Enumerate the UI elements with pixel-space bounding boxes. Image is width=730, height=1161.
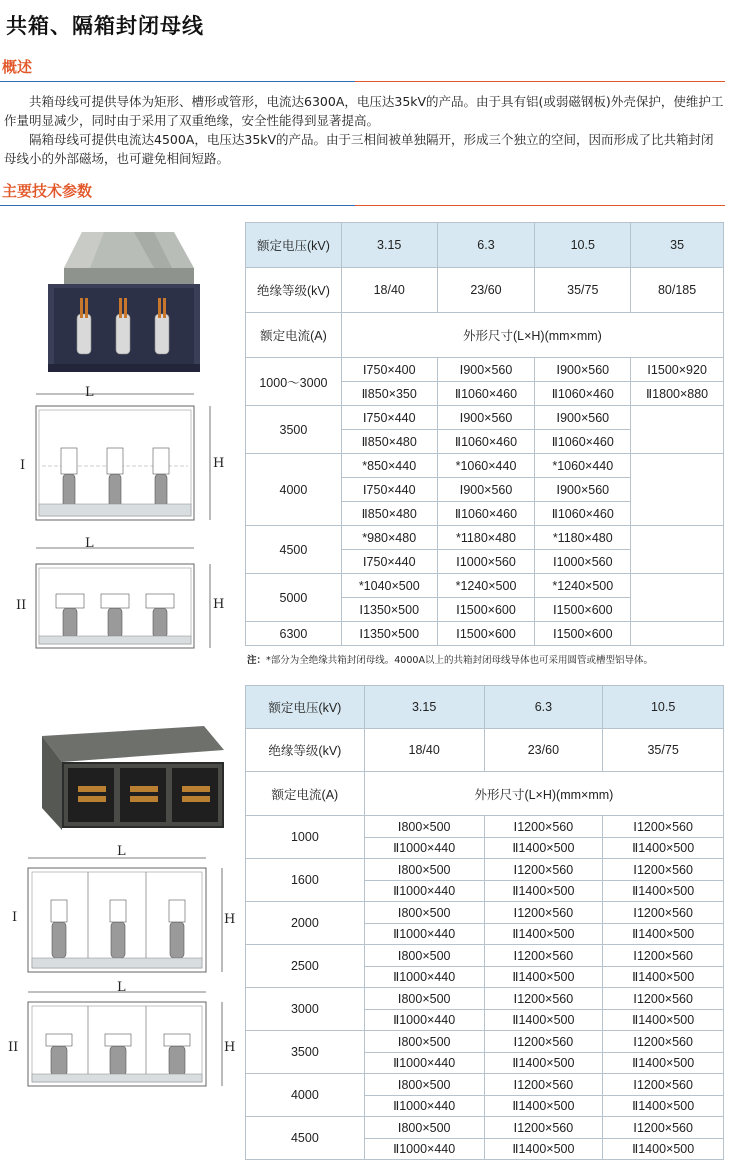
- dimension-cell: Ⅰ1200×560: [603, 988, 724, 1010]
- table-row: [246, 859, 724, 881]
- isolated-enclosure-busbar-photo: [34, 720, 230, 832]
- voltage-header-label: 额定电压(kV): [246, 686, 365, 729]
- dimension-cell: Ⅰ800×500: [364, 816, 484, 838]
- dimension-cell: Ⅰ900×560: [535, 478, 631, 502]
- dimension-header-label: 外形尺寸(L×H)(mm×mm): [341, 313, 723, 358]
- dimension-l-label: L: [85, 385, 94, 400]
- isolated-type-i-diagram: [26, 846, 230, 976]
- dimension-cell: Ⅱ1400×500: [484, 1095, 603, 1117]
- dimension-cell: Ⅰ900×560: [535, 406, 631, 430]
- section-rule: [0, 81, 355, 82]
- dimension-cell: Ⅱ850×480: [341, 502, 437, 526]
- insulation-cell: 18/40: [364, 729, 484, 772]
- dimension-cell: Ⅱ1400×500: [603, 837, 724, 859]
- section-rule: [355, 81, 725, 82]
- dimension-cell: Ⅰ1200×560: [484, 988, 603, 1010]
- type-ii-label: II: [8, 1040, 19, 1055]
- dimension-cell: Ⅰ1350×500: [341, 622, 437, 646]
- dimension-cell-empty: [631, 574, 724, 622]
- page-title: 共箱、隔箱封闭母线: [6, 14, 204, 38]
- dimension-cell: *1060×440: [535, 454, 631, 478]
- table-row: [246, 526, 724, 550]
- header-row: [246, 223, 724, 268]
- dimension-cell: Ⅱ1400×500: [603, 966, 724, 988]
- section-rule: [355, 205, 725, 206]
- dimension-cell: Ⅱ1400×500: [484, 923, 603, 945]
- table-row: [246, 622, 724, 646]
- dimension-cell: Ⅱ1000×440: [364, 966, 484, 988]
- dimension-cell: Ⅰ1200×560: [603, 1117, 724, 1139]
- table-row: [246, 358, 724, 382]
- type-ii-label: II: [16, 598, 27, 613]
- dimension-cell: Ⅰ1200×560: [484, 1031, 603, 1053]
- dimension-cell: *1180×480: [437, 526, 535, 550]
- dimension-cell: Ⅰ800×500: [364, 1031, 484, 1053]
- table-row: [246, 945, 724, 967]
- insulation-cell: 23/60: [437, 268, 535, 313]
- dimension-h-label: H: [224, 1040, 236, 1055]
- table-row: [246, 454, 724, 478]
- dimension-cell: Ⅱ1400×500: [484, 837, 603, 859]
- current-header-label: 额定电流(A): [246, 772, 365, 816]
- dimension-cell: Ⅱ1400×500: [603, 880, 724, 902]
- dimension-cell: Ⅰ1200×560: [603, 859, 724, 881]
- dimension-header-row: [246, 772, 724, 816]
- dimension-cell: Ⅰ900×560: [437, 358, 535, 382]
- dimension-cell: Ⅰ900×560: [437, 406, 535, 430]
- table-row: [246, 1117, 724, 1139]
- voltage-cell: 6.3: [437, 223, 535, 268]
- table-row: [246, 1031, 724, 1053]
- rated-current-cell: 2000: [246, 902, 365, 945]
- dimension-cell: Ⅱ1400×500: [484, 1052, 603, 1074]
- dimension-cell: Ⅱ1400×500: [484, 966, 603, 988]
- dimension-cell: Ⅰ1500×600: [535, 598, 631, 622]
- dimension-cell: Ⅱ1060×460: [437, 382, 535, 406]
- dimension-cell-empty: [631, 622, 724, 646]
- insulation-cell: 23/60: [484, 729, 603, 772]
- insulation-label: 绝缘等级(kV): [246, 268, 342, 313]
- rated-current-cell: 3500: [246, 406, 342, 454]
- rated-current-cell: 1000～3000: [246, 358, 342, 406]
- dimension-cell: Ⅰ1200×560: [603, 1074, 724, 1096]
- dimension-cell: Ⅱ850×480: [341, 430, 437, 454]
- dimension-cell: Ⅱ1400×500: [603, 1095, 724, 1117]
- dimension-cell: *1240×500: [437, 574, 535, 598]
- dimension-cell: Ⅱ1800×880: [631, 382, 724, 406]
- dimension-cell: Ⅰ1200×560: [484, 1074, 603, 1096]
- dimension-cell: Ⅱ1000×440: [364, 1009, 484, 1031]
- current-header-label: 额定电流(A): [246, 313, 342, 358]
- type-i-cross-section-diagram: [34, 388, 230, 526]
- rated-current-cell: 6300: [246, 622, 342, 646]
- rated-current-cell: 4000: [246, 1074, 365, 1117]
- dimension-h-label: H: [224, 912, 236, 927]
- voltage-header-label: 额定电压(kV): [246, 223, 342, 268]
- dimension-cell: Ⅰ1200×560: [603, 945, 724, 967]
- isolated-enclosure-spec-table: [245, 685, 724, 1160]
- table-row: [246, 816, 724, 838]
- insulation-cell: 35/75: [603, 729, 724, 772]
- dimension-cell: Ⅱ1400×500: [603, 1138, 724, 1160]
- dimension-cell-empty: [631, 526, 724, 574]
- dimension-cell: Ⅱ850×350: [341, 382, 437, 406]
- header-row: [246, 686, 724, 729]
- dimension-cell: Ⅰ900×560: [535, 358, 631, 382]
- voltage-cell: 10.5: [535, 223, 631, 268]
- overview-paragraph: 隔箱母线可提供电流达4500A，电压达35kV的产品。由于三相间被单独隔开，形成三个独立的空间，因而形成了比共箱封闭母线小的外部磁场，也可避免相间短路。: [4, 132, 714, 166]
- dimension-cell-empty: [631, 406, 724, 454]
- common-enclosure-spec-table: [245, 222, 724, 646]
- dimension-header-label: 外形尺寸(L×H)(mm×mm): [364, 772, 723, 816]
- dimension-cell: *1040×500: [341, 574, 437, 598]
- voltage-cell: 3.15: [364, 686, 484, 729]
- table-row: [246, 406, 724, 430]
- dimension-cell: Ⅰ750×400: [341, 358, 437, 382]
- dimension-cell: Ⅱ1000×440: [364, 837, 484, 859]
- dimension-cell: Ⅰ800×500: [364, 902, 484, 924]
- voltage-cell: 6.3: [484, 686, 603, 729]
- dimension-cell: Ⅰ1200×560: [484, 902, 603, 924]
- section-overview-heading: 概述: [2, 58, 33, 76]
- dimension-cell: Ⅰ1200×560: [603, 902, 724, 924]
- dimension-cell: *1180×480: [535, 526, 631, 550]
- dimension-cell: Ⅱ1400×500: [484, 1009, 603, 1031]
- dimension-cell: Ⅱ1000×440: [364, 880, 484, 902]
- dimension-cell: Ⅱ1400×500: [603, 1009, 724, 1031]
- dimension-cell: Ⅰ1500×600: [437, 598, 535, 622]
- rated-current-cell: 3500: [246, 1031, 365, 1074]
- dimension-h-label: H: [213, 597, 225, 612]
- voltage-cell: 35: [631, 223, 724, 268]
- dimension-cell: Ⅰ900×560: [437, 478, 535, 502]
- overview-text: [4, 92, 726, 168]
- rated-current-cell: 1000: [246, 816, 365, 859]
- dimension-cell: Ⅰ750×440: [341, 550, 437, 574]
- dimension-cell: Ⅱ1060×460: [535, 430, 631, 454]
- dimension-cell: Ⅱ1000×440: [364, 923, 484, 945]
- rated-current-cell: 4500: [246, 526, 342, 574]
- dimension-cell: Ⅰ1200×560: [484, 1117, 603, 1139]
- dimension-cell: Ⅱ1060×460: [535, 382, 631, 406]
- dimension-cell: Ⅰ1200×560: [603, 1031, 724, 1053]
- dimension-cell: Ⅰ1000×560: [437, 550, 535, 574]
- dimension-cell: Ⅰ800×500: [364, 945, 484, 967]
- dimension-cell: Ⅱ1060×460: [437, 430, 535, 454]
- dimension-cell: Ⅰ800×500: [364, 1074, 484, 1096]
- type-i-label: I: [12, 910, 18, 925]
- dimension-cell: Ⅰ800×500: [364, 1117, 484, 1139]
- table-row: [246, 902, 724, 924]
- section-rule: [0, 205, 355, 206]
- rated-current-cell: 3000: [246, 988, 365, 1031]
- voltage-cell: 10.5: [603, 686, 724, 729]
- rated-current-cell: 1600: [246, 859, 365, 902]
- overview-paragraph: 共箱母线可提供导体为矩形、槽形或管形，电流达6300A，电压达35kV的产品。由于具有铝(或弱磁钢板)外壳保护，使维护工作量明显减少，同时由于采用了双重绝缘，安全性能得到显著提高。: [4, 94, 724, 128]
- dimension-cell: Ⅱ1400×500: [603, 1052, 724, 1074]
- type-ii-cross-section-diagram: [34, 538, 230, 656]
- dimension-l-label: L: [117, 980, 126, 995]
- insulation-cell: 35/75: [535, 268, 631, 313]
- dimension-cell: Ⅱ1060×460: [437, 502, 535, 526]
- table-row: [246, 988, 724, 1010]
- dimension-cell: Ⅱ1000×440: [364, 1052, 484, 1074]
- dimension-cell: Ⅰ1500×600: [437, 622, 535, 646]
- rated-current-cell: 4500: [246, 1117, 365, 1160]
- dimension-cell: Ⅱ1000×440: [364, 1095, 484, 1117]
- dimension-l-label: L: [117, 844, 126, 859]
- dimension-cell: Ⅱ1060×460: [535, 502, 631, 526]
- dimension-cell: Ⅰ1200×560: [484, 816, 603, 838]
- dimension-cell: Ⅰ1200×560: [603, 816, 724, 838]
- insulation-row: [246, 268, 724, 313]
- dimension-cell: Ⅱ1400×500: [484, 1138, 603, 1160]
- table-row: [246, 574, 724, 598]
- dimension-cell: Ⅰ800×500: [364, 988, 484, 1010]
- dimension-cell: *1240×500: [535, 574, 631, 598]
- dimension-cell: *1060×440: [437, 454, 535, 478]
- dimension-cell: Ⅰ1200×560: [484, 945, 603, 967]
- type-i-label: I: [20, 458, 26, 473]
- dimension-cell: Ⅰ1200×560: [484, 859, 603, 881]
- table-note: [247, 652, 653, 666]
- dimension-cell: Ⅱ1400×500: [484, 880, 603, 902]
- note-text: *部分为全绝缘共箱封闭母线。4000A以上的共箱封闭母线导体也可采用圆管或槽型铝导体。: [266, 655, 653, 666]
- note-prefix: 注：: [247, 655, 267, 666]
- dimension-cell: Ⅰ1500×920: [631, 358, 724, 382]
- dimension-cell: Ⅰ750×440: [341, 478, 437, 502]
- section-params-heading: 主要技术参数: [2, 182, 93, 200]
- dimension-cell: *850×440: [341, 454, 437, 478]
- dimension-cell: Ⅱ1000×440: [364, 1138, 484, 1160]
- dimension-cell: Ⅰ1500×600: [535, 622, 631, 646]
- common-enclosure-busbar-photo: [44, 228, 204, 376]
- dimension-h-label: H: [213, 456, 225, 471]
- insulation-row: [246, 729, 724, 772]
- dimension-cell: *980×480: [341, 526, 437, 550]
- dimension-cell: Ⅰ1350×500: [341, 598, 437, 622]
- rated-current-cell: 4000: [246, 454, 342, 526]
- dimension-header-row: [246, 313, 724, 358]
- table-row: [246, 1074, 724, 1096]
- voltage-cell: 3.15: [341, 223, 437, 268]
- dimension-cell: Ⅱ1400×500: [603, 923, 724, 945]
- insulation-cell: 18/40: [341, 268, 437, 313]
- insulation-cell: 80/185: [631, 268, 724, 313]
- rated-current-cell: 5000: [246, 574, 342, 622]
- rated-current-cell: 2500: [246, 945, 365, 988]
- isolated-type-ii-diagram: [26, 984, 230, 1090]
- insulation-label: 绝缘等级(kV): [246, 729, 365, 772]
- dimension-cell: Ⅰ800×500: [364, 859, 484, 881]
- dimension-cell-empty: [631, 454, 724, 526]
- dimension-cell: Ⅰ750×440: [341, 406, 437, 430]
- dimension-l-label: L: [85, 536, 94, 551]
- dimension-cell: Ⅰ1000×560: [535, 550, 631, 574]
